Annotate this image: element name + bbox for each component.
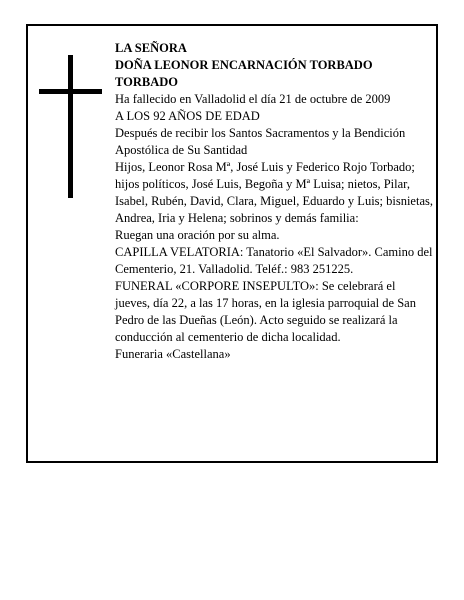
- death-date-line: Ha fallecido en Valladolid el día 21 de octubre de 2009: [115, 92, 391, 106]
- cross-horizontal-bar: [39, 89, 102, 94]
- cross-vertical-bar: [68, 55, 73, 198]
- sacraments-line: Después de recibir los Santos Sacramentos y la Bendición Apostólica de Su Santidad: [115, 126, 406, 157]
- funeral-info: FUNERAL «CORPORE INSEPULTO»: Se celebrará el jueves, día 22, a las 17 horas, en la iglesia parroquial de San Pedro de las Dueñas (León). Acto seguido se realizará la conducción al cementerio de dicha localidad.: [115, 279, 416, 344]
- notice-title: LA SEÑORA: [115, 41, 187, 55]
- family-list: Hijos, Leonor Rosa Mª, José Luis y Federico Rojo Torbado; hijos políticos, José Luis, Begoña y Mª Luisa; nietos, Pilar, Isabel, Rubén, David, Clara, Miguel, Eduardo y Luis; bisnietas, Andrea, Iria y Helena; sobrinos y demás familia:: [115, 160, 433, 225]
- deceased-name: DOÑA LEONOR ENCARNACIÓN TORBADO TORBADO: [115, 58, 373, 89]
- chapel-info: CAPILLA VELATORIA: Tanatorio «El Salvador». Camino del Cementerio, 21. Valladolid. Teléf.: 983 251225.: [115, 245, 433, 276]
- age-line: A LOS 92 AÑOS DE EDAD: [115, 109, 260, 123]
- obituary-notice: [26, 24, 438, 463]
- funeral-home: Funeraria «Castellana»: [115, 347, 231, 361]
- prayer-request: Ruegan una oración por su alma.: [115, 228, 280, 242]
- notice-text: [115, 40, 433, 363]
